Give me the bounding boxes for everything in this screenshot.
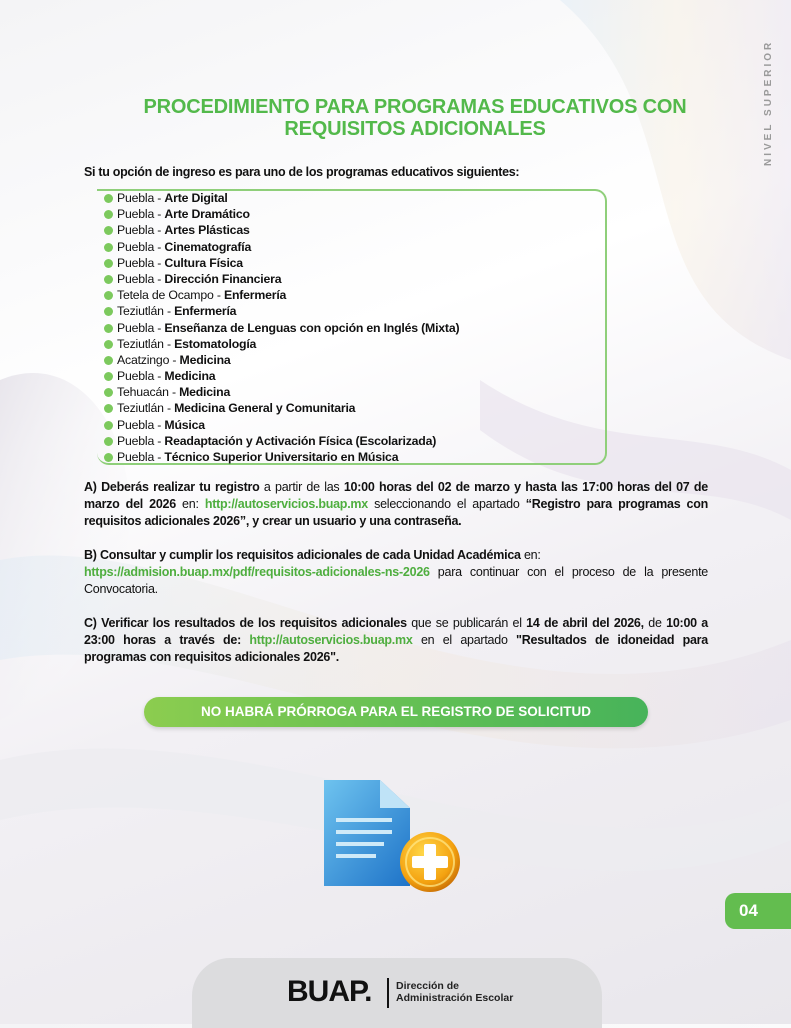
document-add-icon xyxy=(318,774,478,894)
program-name: Artes Plásticas xyxy=(164,223,250,238)
bullet-icon xyxy=(104,194,113,203)
step-b-paragraph xyxy=(84,547,708,598)
step-c-bold-3: 10:00 a 23:00 horas a través de: xyxy=(84,616,708,647)
program-list-item: Tehuacán - Medicina xyxy=(104,384,459,400)
bullet-icon xyxy=(104,259,113,268)
program-list-item: Tetela de Ocampo - Enfermería xyxy=(104,287,459,303)
autoservicios-link[interactable]: http://autoservicios.buap.mx xyxy=(204,497,368,511)
footer-line-2: Administración Escolar xyxy=(396,992,514,1004)
no-extension-banner: NO HABRÁ PRÓRROGA PARA EL REGISTRO DE SOLICITUD xyxy=(144,697,648,727)
buap-logo: BUAP. xyxy=(287,975,372,1008)
step-a-paragraph xyxy=(84,479,708,530)
program-list-item: Puebla - Cultura Física xyxy=(104,255,459,271)
step-a-bold-3: “Registro para programas con requisitos adicionales 2026”, y crear un usuario y una contraseña. xyxy=(84,497,709,528)
program-list-item: Puebla - Arte Dramático xyxy=(104,206,459,222)
program-name: Cinematografía xyxy=(164,239,252,254)
program-list-item: Puebla - Arte Digital xyxy=(104,190,459,206)
program-list xyxy=(104,190,459,465)
program-campus: Puebla xyxy=(117,223,155,238)
side-label: NIVEL SUPERIOR xyxy=(763,40,774,167)
requisitos-link[interactable]: https://admision.buap.mx/pdf/requisitos-adicionales-ns-2026 xyxy=(84,565,430,579)
program-name: Medicina xyxy=(164,369,216,384)
program-name: Medicina xyxy=(179,385,231,400)
step-c-bold-2: 14 de abril del 2026, xyxy=(526,616,644,630)
program-list-item: Puebla - Medicina xyxy=(104,368,459,384)
program-campus: Teziutlán xyxy=(117,401,164,416)
program-campus: Tetela de Ocampo xyxy=(117,288,214,303)
page-number: 04 xyxy=(725,893,791,929)
program-campus: Acatzingo xyxy=(117,352,170,367)
program-name: Enseñanza de Lenguas con opción en Inglés (Mixta) xyxy=(164,320,460,335)
program-name: Arte Dramático xyxy=(164,207,250,222)
program-name: Readaptación y Activación Física (Escolarizada) xyxy=(164,433,437,448)
bullet-icon xyxy=(104,372,113,381)
program-name: Cultura Física xyxy=(164,255,243,270)
bullet-icon xyxy=(104,243,113,252)
program-campus: Puebla xyxy=(117,191,155,205)
program-list-item: Puebla - Enseñanza de Lenguas con opción en Inglés (Mixta) xyxy=(104,320,459,336)
bullet-icon xyxy=(104,388,113,397)
program-campus: Puebla xyxy=(117,450,155,464)
intro-text: Si tu opción de ingreso es para uno de los programas educativos siguientes: xyxy=(84,165,520,179)
footer-bar xyxy=(192,958,602,1028)
step-a-text-3: seleccionando el apartado xyxy=(367,497,526,511)
step-a-bold-1: Deberás realizar tu registro xyxy=(101,480,260,494)
program-list-item: Teziutlán - Estomatología xyxy=(104,336,459,352)
program-list-item: Teziutlán - Enfermería xyxy=(104,303,459,319)
bullet-icon xyxy=(104,226,113,235)
page-title xyxy=(90,96,740,140)
bullet-icon xyxy=(104,324,113,333)
step-c-text-3: en el apartado xyxy=(412,633,517,647)
program-campus: Puebla xyxy=(117,433,155,448)
step-c-paragraph xyxy=(84,615,708,666)
program-name: Música xyxy=(164,417,205,432)
footer-line-1: Dirección de xyxy=(396,980,460,992)
bullet-icon xyxy=(104,340,113,349)
program-campus: Puebla xyxy=(117,239,155,254)
footer-divider xyxy=(387,978,389,1008)
program-list-item: Puebla - Técnico Superior Universitario en Música xyxy=(104,449,459,465)
program-campus: Puebla xyxy=(117,271,155,286)
title-line-1: PROCEDIMIENTO PARA PROGRAMAS EDUCATIVOS CON xyxy=(143,96,687,118)
step-b-label: B) xyxy=(84,548,97,562)
program-name: Estomatología xyxy=(174,336,257,351)
program-list-item: Puebla - Música xyxy=(104,417,459,433)
program-campus: Puebla xyxy=(117,320,155,335)
bullet-icon xyxy=(104,291,113,300)
bullet-icon xyxy=(104,210,113,219)
program-name: Enfermería xyxy=(223,288,287,303)
step-a-label: A) xyxy=(84,480,97,494)
program-campus: Puebla xyxy=(117,417,155,432)
program-campus: Tehuacán xyxy=(117,385,169,400)
program-list-item: Puebla - Artes Plásticas xyxy=(104,222,459,238)
bullet-icon xyxy=(104,356,113,365)
program-name: Medicina xyxy=(179,352,231,367)
program-campus: Teziutlán xyxy=(117,336,164,351)
program-list-item: Puebla - Readaptación y Activación Física (Escolarizada) xyxy=(104,433,459,449)
program-name: Medicina General y Comunitaria xyxy=(174,401,356,416)
autoservicios-link-results[interactable]: http://autoservicios.buap.mx xyxy=(249,633,413,647)
title-line-2: REQUISITOS ADICIONALES xyxy=(284,118,546,140)
program-name: Técnico Superior Universitario en Música xyxy=(164,450,399,464)
program-name: Enfermería xyxy=(174,304,237,319)
bullet-icon xyxy=(104,307,113,316)
bullet-icon xyxy=(104,421,113,430)
program-list-item: Teziutlán - Medicina General y Comunitaria xyxy=(104,400,459,416)
step-c-label: C) xyxy=(84,616,97,630)
footer-department xyxy=(396,980,513,1004)
bullet-icon xyxy=(104,275,113,284)
step-c-text-2: de xyxy=(643,616,667,630)
step-b-text-2: para continuar con el proceso de la presente Convocatoria. xyxy=(84,565,708,596)
step-a-text-1: a partir de las xyxy=(259,480,344,494)
bullet-icon xyxy=(104,404,113,413)
program-name: Dirección Financiera xyxy=(164,271,282,286)
program-list-item: Acatzingo - Medicina xyxy=(104,352,459,368)
program-campus: Puebla xyxy=(117,255,155,270)
program-list-item: Puebla - Cinematografía xyxy=(104,239,459,255)
bullet-icon xyxy=(104,453,113,462)
step-c-bold-1: Verificar los resultados de los requisitos adicionales xyxy=(101,616,407,630)
step-a-bold-2: 10:00 horas del 02 de marzo y hasta las 17:00 horas del 07 de marzo del 2026 xyxy=(84,480,708,511)
step-b-bold-1: Consultar y cumplir los requisitos adicionales de cada Unidad Académica xyxy=(99,548,521,562)
program-name: Arte Digital xyxy=(164,191,228,205)
bullet-icon xyxy=(104,437,113,446)
program-campus: Puebla xyxy=(117,207,155,222)
step-a-text-2: en: xyxy=(175,497,205,511)
program-campus: Puebla xyxy=(117,369,155,384)
step-c-bold-4: "Resultados de idoneidad para programas con requisitos adicionales 2026". xyxy=(84,633,708,664)
program-list-item: Puebla - Dirección Financiera xyxy=(104,271,459,287)
program-campus: Teziutlán xyxy=(117,304,164,319)
step-b-text-1: en: xyxy=(520,548,541,562)
step-c-text-1: que se publicarán el xyxy=(406,616,527,630)
